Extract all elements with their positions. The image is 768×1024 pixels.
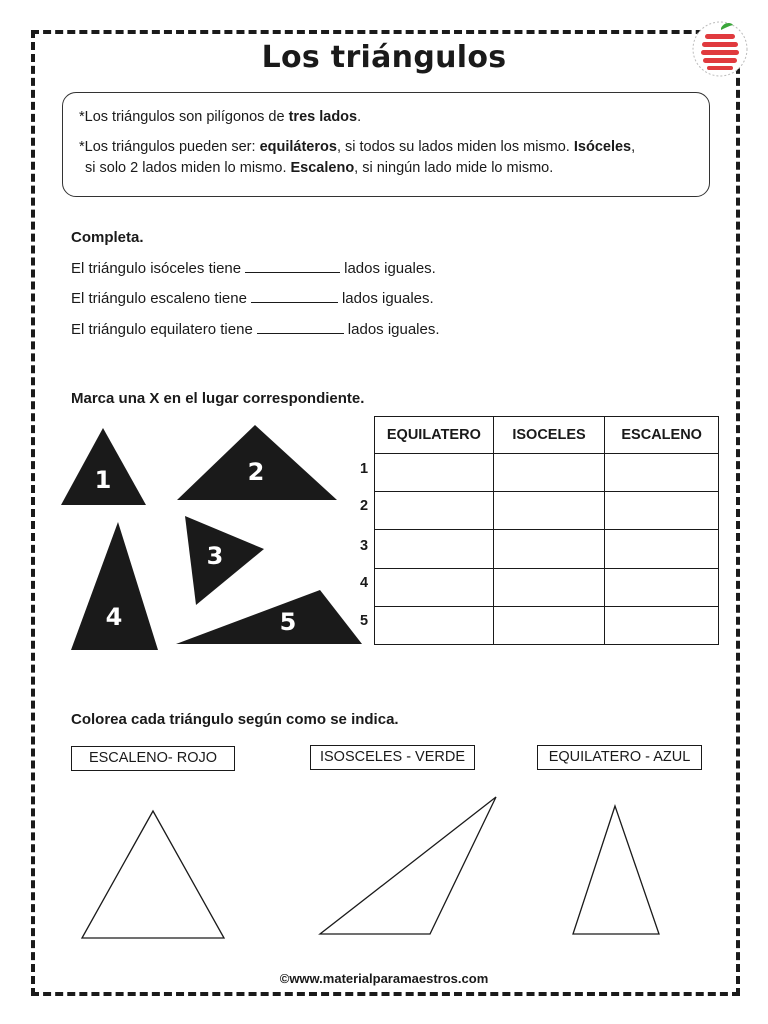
col-header-escaleno: ESCALENO xyxy=(605,417,719,454)
colorea-heading: Colorea cada triángulo según como se indica. xyxy=(71,711,399,728)
page-title: Los triángulos xyxy=(261,40,507,75)
row-number-5: 5 xyxy=(360,613,369,629)
answer-cell[interactable] xyxy=(605,606,719,644)
table-row xyxy=(375,606,719,644)
label-equilatero-azul: EQUILATERO - AZUL xyxy=(537,745,702,770)
info-line-2: *Los triángulos pueden ser: equiláteros, si todos su lados miden los mismo. Isóceles, si solo 2 lados miden lo mismo. Escaleno, si ningún lado mide lo mismo. xyxy=(79,139,636,176)
row-number-2: 2 xyxy=(360,498,369,514)
table-row xyxy=(375,568,719,606)
answer-cell[interactable] xyxy=(493,454,605,492)
table-row xyxy=(375,492,719,530)
color-triangle-equilatero[interactable] xyxy=(573,806,659,934)
completa-heading: Completa. xyxy=(71,229,144,246)
completa-item-1: El triángulo isóceles tiene lados iguales. xyxy=(71,260,436,277)
color-triangle-isosceles[interactable] xyxy=(320,797,496,934)
footer-credit: ©www.materialparamaestros.com xyxy=(279,971,489,986)
completa-item-2: El triángulo escaleno tiene lados iguales. xyxy=(71,290,434,307)
completa-item-3: El triángulo equilatero tiene lados iguales. xyxy=(71,321,440,338)
answer-cell[interactable] xyxy=(493,568,605,606)
row-number-3: 3 xyxy=(360,538,369,554)
answer-cell[interactable] xyxy=(375,568,494,606)
triangle-number-4: 4 xyxy=(105,603,123,631)
classification-table xyxy=(374,416,719,645)
answer-cell[interactable] xyxy=(605,454,719,492)
marca-heading: Marca una X en el lugar correspondiente. xyxy=(71,390,365,407)
table-row xyxy=(375,530,719,568)
answer-cell[interactable] xyxy=(375,454,494,492)
triangle-3 xyxy=(185,516,264,605)
answer-cell[interactable] xyxy=(375,530,494,568)
answer-cell[interactable] xyxy=(375,492,494,530)
info-line-1: *Los triángulos son pilígonos de tres lados. xyxy=(79,109,362,125)
triangle-number-2: 2 xyxy=(247,458,265,486)
answer-cell[interactable] xyxy=(605,530,719,568)
label-isosceles-verde: ISOSCELES - VERDE xyxy=(310,745,475,770)
answer-cell[interactable] xyxy=(375,606,494,644)
triangle-number-5: 5 xyxy=(279,608,297,636)
table-header-row xyxy=(375,417,719,454)
row-number-1: 1 xyxy=(360,461,369,477)
answer-cell[interactable] xyxy=(493,492,605,530)
col-header-equilatero: EQUILATERO xyxy=(375,417,494,454)
triangle-number-1: 1 xyxy=(94,466,112,494)
table-row xyxy=(375,454,719,492)
color-triangle-escaleno[interactable] xyxy=(82,811,224,938)
answer-cell[interactable] xyxy=(493,530,605,568)
row-number-4: 4 xyxy=(360,575,369,591)
col-header-isoceles: ISOCELES xyxy=(493,417,605,454)
answer-cell[interactable] xyxy=(605,568,719,606)
answer-cell[interactable] xyxy=(605,492,719,530)
label-escaleno-rojo: ESCALENO- ROJO xyxy=(71,746,235,771)
triangle-number-3: 3 xyxy=(206,542,224,570)
answer-cell[interactable] xyxy=(493,606,605,644)
